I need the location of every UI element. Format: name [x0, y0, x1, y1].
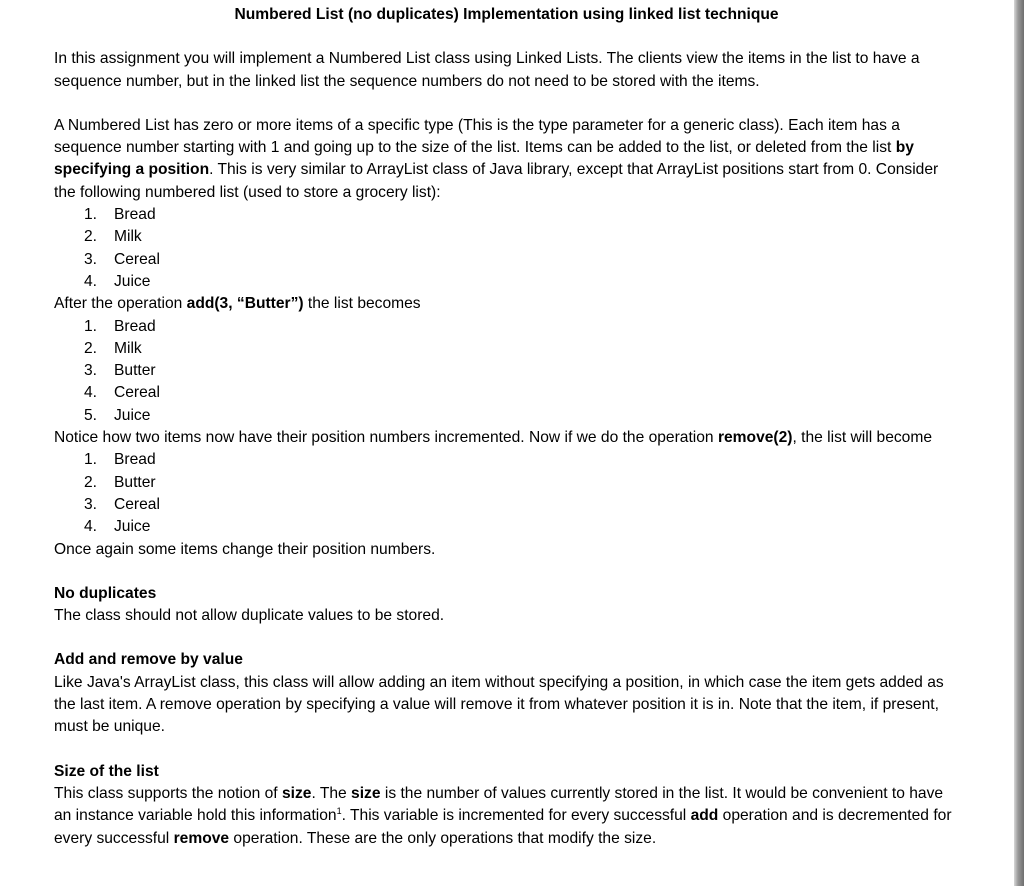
list-item-text: Cereal — [114, 495, 160, 513]
definition-text-1: A Numbered List has zero or more items of a specific type (This is the type parameter for a generic class). Each item has a sequence number starting with 1 and going up to the size of the list. Items can be added to the list, or deleted from the list — [54, 116, 900, 157]
after-add-text-2: the list becomes — [303, 295, 421, 313]
list-item-number: 2. — [84, 473, 98, 491]
footnote-marker: 1 — [336, 806, 342, 817]
document-page — [54, 4, 959, 850]
list-item — [54, 338, 959, 360]
document-title: Numbered List (no duplicates) Implementation using linked list technique — [234, 6, 779, 23]
after-remove-paragraph — [54, 427, 959, 449]
size-text-4: . This variable is incremented for every successful — [341, 807, 691, 825]
size-bold-2: size — [351, 784, 381, 802]
list-item-text: Bread — [114, 451, 156, 469]
size-body — [54, 783, 959, 850]
list-item — [54, 405, 959, 427]
list-item — [54, 382, 959, 404]
list-item — [54, 226, 959, 248]
list-item — [54, 472, 959, 494]
list-item-text: Juice — [114, 272, 151, 290]
remove-operation: remove(2) — [717, 429, 793, 447]
list-item — [54, 360, 959, 382]
list-item-text: Bread — [114, 317, 156, 335]
after-add-paragraph — [54, 293, 959, 315]
definition-paragraph — [54, 115, 959, 204]
size-text-1: This class supports the notion of — [54, 784, 282, 802]
list-item-number: 4. — [84, 384, 98, 402]
list-item-text: Bread — [114, 206, 156, 224]
after-add-text-1: After the operation — [54, 295, 187, 313]
list-item-number: 3. — [84, 362, 98, 380]
list-item-number: 5. — [84, 406, 98, 424]
list-item-number: 2. — [84, 339, 98, 357]
list-item-text: Juice — [114, 518, 151, 536]
list-item-number: 3. — [84, 250, 98, 268]
list-item-number: 1. — [84, 206, 98, 224]
size-bold-1: size — [281, 784, 312, 802]
list-item — [54, 271, 959, 293]
definition-text-2: . This is very similar to ArrayList class of Java library, except that ArrayList positions start from 0. Consider the following numbered list (used to store a grocery list): — [54, 161, 939, 201]
add-remove-body: Like Java's ArrayList class, this class will allow adding an item without specifying a position, in which case the item gets added as the last item. A remove operation by specifying a value will remove it from whatever position it is in. Note that the item, if present, must be unique. — [54, 673, 944, 736]
add-operation: add(3, “Butter”) — [186, 295, 304, 313]
size-bold-add: add — [690, 807, 719, 825]
add-remove-heading: Add and remove by value — [54, 651, 243, 669]
list-item-number: 1. — [84, 317, 98, 335]
size-text-5: operation and is decremented for every successful — [54, 807, 952, 847]
list-item-text: Cereal — [114, 250, 160, 268]
grocery-list-after-remove — [54, 449, 959, 538]
no-duplicates-body: The class should not allow duplicate values to be stored. — [54, 607, 445, 625]
size-text-2: . The — [311, 784, 352, 802]
definition-bold: by specifying a position — [54, 139, 914, 179]
grocery-list-after-add — [54, 316, 959, 427]
list-item-text: Milk — [114, 228, 142, 246]
list-item-text: Butter — [114, 473, 156, 491]
no-duplicates-heading: No duplicates — [54, 584, 157, 602]
list-item — [54, 249, 959, 271]
size-text-6: operation. These are the only operations that modify the size. — [229, 829, 657, 847]
intro-paragraph: In this assignment you will implement a Numbered List class using Linked Lists. The clients view the items in the list to have a sequence number, but in the linked list the sequence numbers do not need to be stored with the items. — [54, 50, 920, 90]
after-remove-text-2: , the list will become — [792, 429, 933, 447]
list-item-number: 1. — [84, 451, 98, 469]
grocery-list-initial — [54, 204, 959, 293]
list-item — [54, 494, 959, 516]
list-item-text: Milk — [114, 339, 142, 357]
list-item-text: Butter — [114, 362, 156, 380]
list-item-number: 4. — [84, 518, 98, 536]
size-bold-remove: remove — [173, 829, 230, 847]
page-edge-shadow — [1014, 0, 1024, 886]
after-remove-text-1: Notice how two items now have their position numbers incremented. Now if we do the operation — [54, 429, 718, 447]
list-item — [54, 449, 959, 471]
list-item — [54, 204, 959, 226]
list-item — [54, 516, 959, 538]
list-item-text: Cereal — [114, 384, 160, 402]
once-again-paragraph: Once again some items change their position numbers. — [54, 540, 436, 558]
list-item-text: Juice — [114, 406, 151, 424]
list-item-number: 4. — [84, 272, 98, 290]
list-item-number: 2. — [84, 228, 98, 246]
list-item — [54, 316, 959, 338]
size-heading: Size of the list — [54, 762, 159, 780]
list-item-number: 3. — [84, 495, 98, 513]
size-text-3: is the number of values currently stored in the list. It would be convenient to have an instance variable hold this information — [54, 784, 944, 825]
